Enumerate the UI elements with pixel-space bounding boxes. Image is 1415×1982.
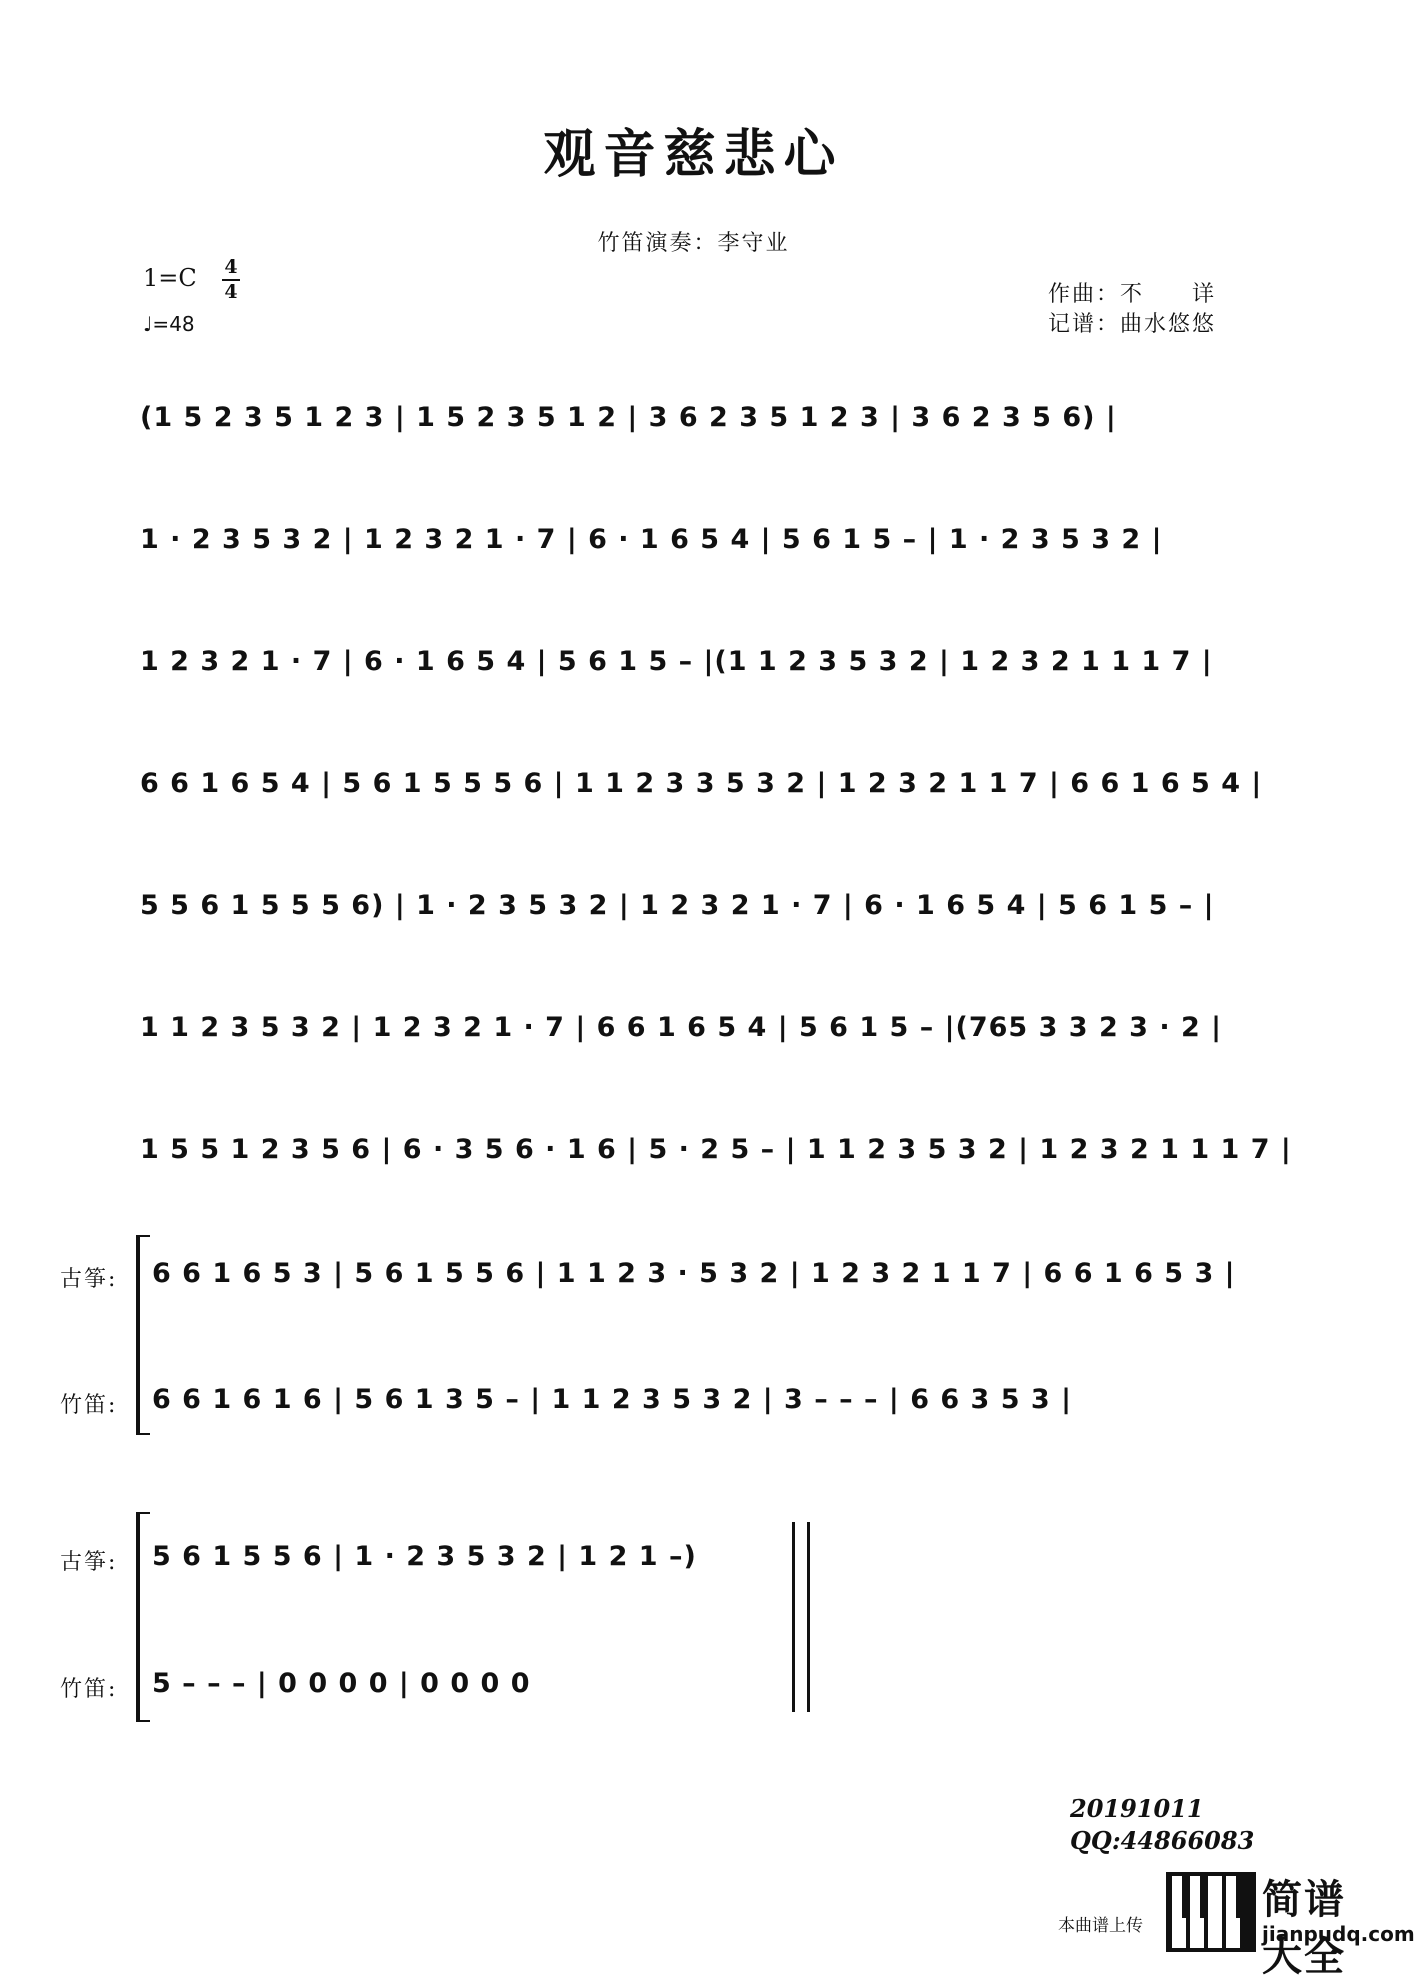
site-name: 简谱大全	[1262, 1877, 1346, 1980]
dizi-label: 竹笛:	[60, 1677, 118, 1702]
transcriber-credit: 记谱：曲水悠悠	[1048, 312, 1217, 337]
key-signature: 1=C	[143, 264, 197, 292]
upload-note: 本曲谱上传	[1058, 1916, 1143, 1936]
site-url: jianpudq.com	[1262, 1922, 1415, 1946]
credits-block	[1048, 280, 1216, 340]
final-barline	[792, 1522, 810, 1712]
guzheng-label: 古筝:	[60, 1267, 118, 1292]
score-row-1: (1 5 2 3 5 1 2 3 | 1 5 2 3 5 1 2 | 3 6 2 3 5 1 2 3 | 3 6 2 3 5 6) |	[140, 402, 1117, 433]
system-brace-1	[136, 1235, 146, 1435]
score-row-7: 1 5 5 1 2 3 5 6 | 6 · 3 5 6 · 1 6 | 5 · 2 5 – | 1 1 2 3 5 3 2 | 1 2 3 2 1 1 1 7 |	[140, 1134, 1292, 1165]
composer-credit: 作曲：不 详	[1048, 282, 1217, 307]
dizi-row-1: 6 6 1 6 1 6 | 5 6 1 3 5 – | 1 1 2 3 5 3 2 | 3 – – – | 6 6 3 5 3 |	[152, 1384, 1072, 1415]
dizi-row-2: 5 – – – | 0 0 0 0 | 0 0 0 0	[152, 1668, 531, 1699]
guzheng-row-2: 5 6 1 5 5 6 | 1 · 2 3 5 3 2 | 1 2 1 –)	[152, 1541, 697, 1572]
score-row-2: 1 · 2 3 5 3 2 | 1 2 3 2 1 · 7 | 6 · 1 6 5 4 | 5 6 1 5 – | 1 · 2 3 5 3 2 |	[140, 524, 1163, 555]
score-row-4: 6 6 1 6 5 4 | 5 6 1 5 5 5 6 | 1 1 2 3 3 5 3 2 | 1 2 3 2 1 1 7 | 6 6 1 6 5 4 |	[140, 768, 1263, 799]
performer-credit: 竹笛演奏：李守业	[597, 231, 790, 256]
date-stamp: 20191011	[1070, 1794, 1204, 1823]
score-title: 观音慈悲心	[543, 124, 844, 185]
guzheng-label: 古筝:	[60, 1550, 118, 1575]
system-brace-2	[136, 1512, 146, 1722]
time-signature	[222, 258, 240, 302]
guzheng-row-1: 6 6 1 6 5 3 | 5 6 1 5 5 6 | 1 1 2 3 · 5 3 2 | 1 2 3 2 1 1 7 | 6 6 1 6 5 3 |	[152, 1258, 1236, 1289]
dizi-label: 竹笛:	[60, 1393, 118, 1418]
time-signature-top: 4	[224, 256, 238, 278]
score-row-6: 1 1 2 3 5 3 2 | 1 2 3 2 1 · 7 | 6 6 1 6 5 4 | 5 6 1 5 – |(765 3 3 2 3 · 2 |	[140, 1012, 1223, 1043]
time-signature-bottom: 4	[224, 281, 238, 303]
score-row-3: 1 2 3 2 1 · 7 | 6 · 1 6 5 4 | 5 6 1 5 – |(1 1 2 3 5 3 2 | 1 2 3 2 1 1 1 7 |	[140, 646, 1213, 677]
tempo-marking: ♩=48	[143, 312, 195, 336]
score-row-5: 5 5 6 1 5 5 5 6) | 1 · 2 3 5 3 2 | 1 2 3 2 1 · 7 | 6 · 1 6 5 4 | 5 6 1 5 – |	[140, 890, 1215, 921]
qq-contact: QQ:44866083	[1070, 1826, 1255, 1855]
